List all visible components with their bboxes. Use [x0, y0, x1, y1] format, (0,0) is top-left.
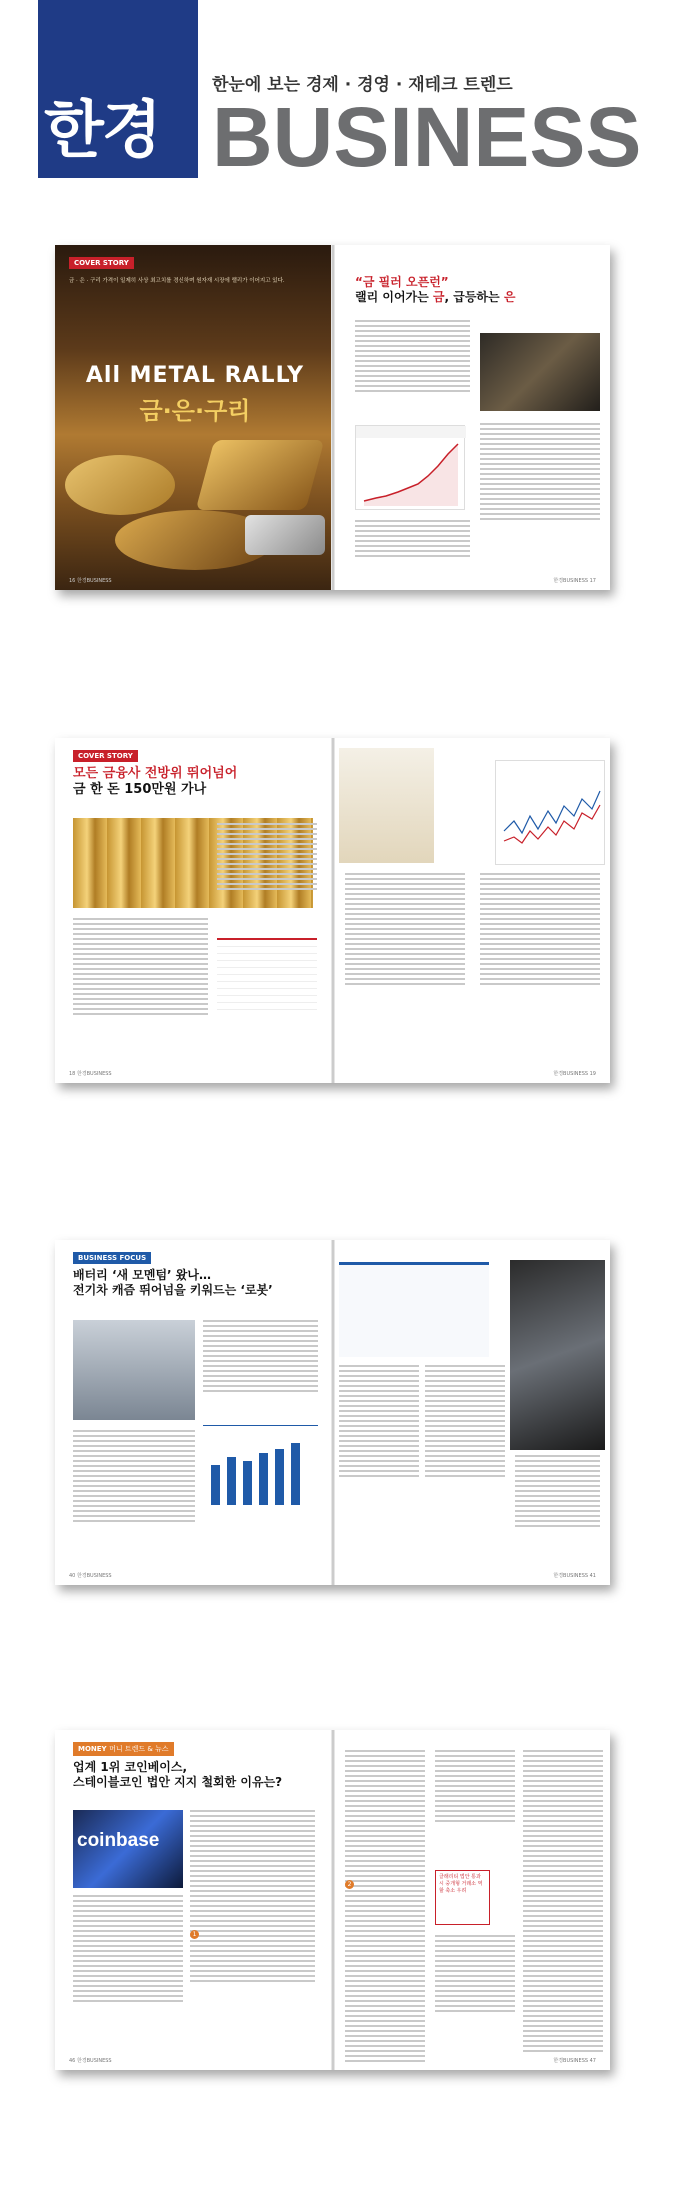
article-photo — [480, 333, 600, 411]
spread-gold-price — [55, 738, 610, 1083]
body-text-col4 — [480, 873, 600, 988]
bar-3 — [243, 1461, 252, 1505]
tagline: 한눈에 보는 경제 · 경영 · 재테크 트렌드 — [212, 75, 513, 95]
bar-2 — [227, 1457, 236, 1505]
headline-line2: 금 한 돈 150만원 가나 — [73, 782, 207, 797]
pull-quote-callout: 클래리티 법안 통과 시 중개형 거래소 역할 축소 우려 — [435, 1870, 490, 1925]
body-text-col1 — [73, 918, 208, 1018]
headline-line2: 랠리 이어가는 금, 급등하는 은 — [355, 290, 516, 304]
gold-coins-image — [65, 455, 175, 515]
section-number-2: 2 — [345, 1880, 354, 1889]
headline-line2: 스테이블코인 법안 지지 철회한 이유는? — [73, 1775, 283, 1789]
gold-product-photo — [339, 748, 434, 863]
article-headline — [73, 1268, 273, 1298]
coinbase-wordmark: coinbase — [77, 1830, 160, 1851]
section-tag: COVER STORY — [69, 257, 134, 269]
spread-gutter — [331, 245, 335, 590]
business-wordmark: BUSINESS — [212, 90, 642, 184]
gold-bar-image — [196, 440, 325, 510]
price-line-chart — [495, 760, 605, 865]
section-tag: MONEY 머니 트렌드 & 뉴스 — [73, 1742, 174, 1756]
footer-right: 한경BUSINESS 47 — [553, 2058, 596, 2064]
headline-line1: “금 필러 오픈런” — [355, 275, 449, 289]
body-text-col2 — [480, 423, 600, 523]
headline-line2: 전기차 캐즘 뛰어넘을 키워드는 ‘로봇’ — [73, 1283, 273, 1297]
cover-title-en: All METAL RALLY — [85, 363, 305, 388]
magazine-header — [0, 0, 700, 230]
headline-line1: 모든 금융사 전방위 뛰어넘어 — [73, 766, 238, 781]
spread-coinbase — [55, 1730, 610, 2070]
cover-gold-photo — [55, 245, 331, 590]
body-text-col5 — [523, 1750, 603, 2055]
body-text-col5 — [515, 1455, 600, 1530]
body-text-col1b — [355, 520, 470, 560]
gold-price-table — [217, 938, 317, 1028]
battery-bar-chart — [203, 1425, 318, 1505]
bar-4 — [259, 1453, 268, 1505]
silver-bar-image — [245, 515, 325, 555]
section-number-1: 1 — [190, 1930, 199, 1939]
cover-intro-text: 금 · 은 · 구리 가격이 일제히 사상 최고치를 경신하며 원자재 시장에 랠리가 이어지고 있다. — [69, 278, 285, 284]
footer-right: 한경BUSINESS 41 — [553, 1573, 596, 1579]
body-text-col2 — [203, 1320, 318, 1395]
robot-cutout-photo — [510, 1260, 605, 1450]
spread-gutter — [331, 1730, 335, 2070]
section-tag: COVER STORY — [73, 750, 138, 762]
cover-title-ko: 금·은·구리 — [139, 397, 251, 425]
body-text-col3 — [345, 873, 465, 988]
body-text-col3 — [339, 1365, 419, 1480]
body-text-col4b — [435, 1935, 515, 2015]
body-text-col4 — [435, 1750, 515, 1825]
footer-left: 16 한경BUSINESS — [69, 578, 112, 584]
price-line-chart-svg — [496, 761, 606, 866]
body-text-col2 — [190, 1810, 315, 1985]
bar-1 — [211, 1465, 220, 1505]
article-headline — [73, 766, 237, 798]
article-headline — [355, 275, 515, 305]
footer-right: 한경BUSINESS 17 — [553, 578, 596, 584]
article-headline — [73, 1760, 282, 1790]
footer-left: 18 한경BUSINESS — [69, 1071, 112, 1077]
headline-line1: 배터리 ‘새 모멘텀’ 왔나… — [73, 1268, 211, 1282]
gold-price-chart-svg — [356, 426, 466, 511]
humanoid-robot-photo — [73, 1320, 195, 1420]
footer-left: 40 한경BUSINESS — [69, 1573, 112, 1579]
logo-korean: 한경 — [44, 93, 160, 166]
spread-battery-robot — [55, 1240, 610, 1585]
robot-battery-table — [339, 1262, 489, 1357]
gold-price-chart — [355, 425, 465, 510]
footer-right: 한경BUSINESS 19 — [553, 1071, 596, 1077]
bar-5 — [275, 1449, 284, 1505]
spread-cover-metal-rally — [55, 245, 610, 590]
body-text-col1 — [73, 1430, 195, 1525]
body-text-col4 — [425, 1365, 505, 1480]
bar-6 — [291, 1443, 300, 1505]
footer-left: 46 한경BUSINESS — [69, 2058, 112, 2064]
body-text-col1 — [355, 320, 470, 395]
spread-gutter — [331, 1240, 335, 1585]
spread-gutter — [331, 738, 335, 1083]
headline-line1: 업계 1위 코인베이스, — [73, 1760, 188, 1774]
body-text-col1 — [73, 1895, 183, 2005]
section-tag: BUSINESS FOCUS — [73, 1252, 151, 1264]
body-text-col2 — [217, 823, 317, 893]
body-text-col3 — [345, 1750, 425, 2065]
